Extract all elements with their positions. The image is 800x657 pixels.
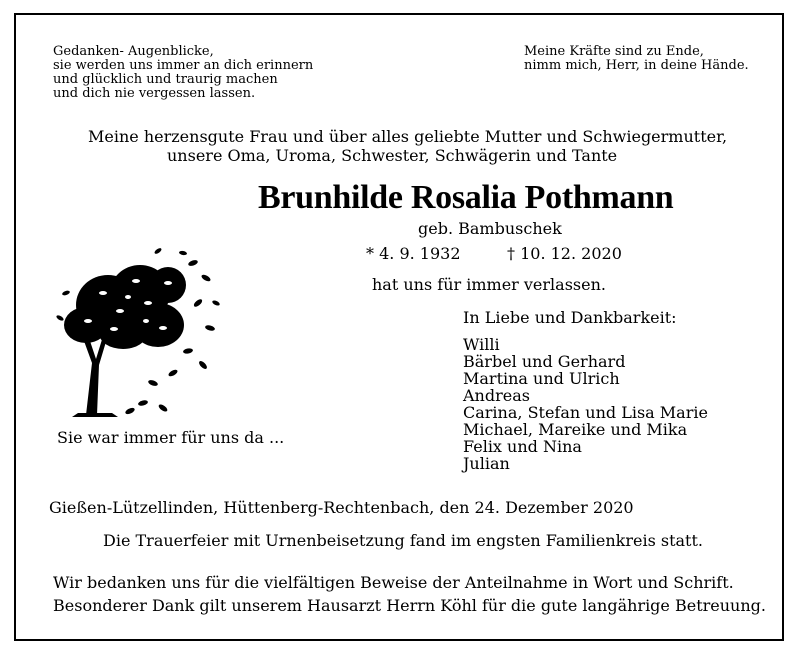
- family-member: Felix und Nina: [463, 437, 582, 456]
- quote-left-line: Gedanken- Augenblicke,: [53, 44, 214, 59]
- family-member: Bärbel und Gerhard: [463, 352, 626, 371]
- tree-caption: Sie war immer für uns da ...: [57, 428, 285, 447]
- family-member: Michael, Mareike und Mika: [463, 420, 688, 439]
- family-heading: In Liebe und Dankbarkeit:: [463, 308, 677, 327]
- deceased-name: Brunhilde Rosalia Pothmann: [258, 179, 674, 216]
- intro-line-2: unsere Oma, Uroma, Schwester, Schwägerin und Tante: [167, 146, 618, 165]
- thanks-line-2: Besonderer Dank gilt unserem Hausarzt Herrn Köhl für die gute langährige Betreuung.: [53, 596, 766, 615]
- intro-line-1: Meine herzensgute Frau und über alles geliebte Mutter und Schwiegermutter,: [88, 127, 728, 146]
- birth-date: * 4. 9. 1932: [366, 244, 461, 263]
- family-member: Carina, Stefan und Lisa Marie: [463, 403, 708, 422]
- quote-left-line: und dich nie vergessen lassen.: [53, 86, 256, 101]
- quote-left-line: und glücklich und traurig machen: [53, 72, 278, 87]
- quote-right: [524, 45, 749, 73]
- family-member: Julian: [463, 454, 510, 473]
- place-and-date: Gießen-Lützellinden, Hüttenberg-Rechtenbach, den 24. Dezember 2020: [49, 498, 634, 517]
- funeral-note: Die Trauerfeier mit Urnenbeisetzung fand im engsten Familienkreis statt.: [103, 531, 703, 550]
- family-list: [463, 336, 708, 472]
- family-member: Andreas: [463, 386, 530, 405]
- family-member: Willi: [463, 335, 500, 354]
- passed-away-statement: hat uns für immer verlassen.: [372, 275, 606, 294]
- maiden-name: geb. Bambuschek: [418, 219, 562, 238]
- family-member: Martina und Ulrich: [463, 369, 620, 388]
- quote-left-line: sie werden uns immer an dich erinnern: [53, 58, 314, 73]
- quote-right-line: Meine Kräfte sind zu Ende,: [524, 44, 704, 59]
- death-date: † 10. 12. 2020: [507, 244, 622, 263]
- quote-left: [53, 45, 313, 101]
- tree-with-falling-leaves-icon: [48, 233, 223, 423]
- quote-right-line: nimm mich, Herr, in deine Hände.: [524, 58, 749, 73]
- thanks-line-1: Wir bedanken uns für die vielfältigen Beweise der Anteilnahme in Wort und Schrift.: [53, 573, 734, 592]
